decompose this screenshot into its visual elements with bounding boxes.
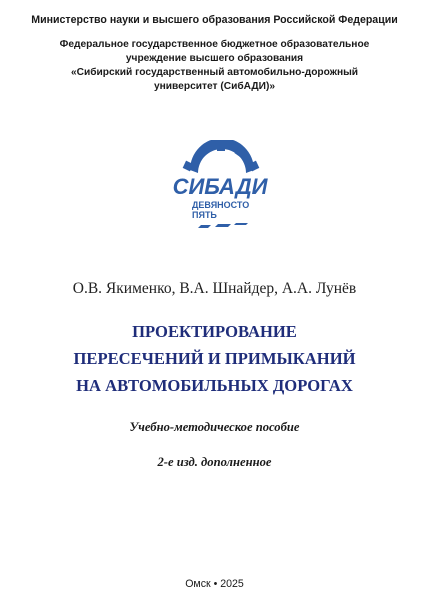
authors: О.В. Якименко, В.А. Шнайдер, А.А. Лунёв: [72, 280, 357, 297]
title-line: ПРОЕКТИРОВАНИЕ: [132, 322, 297, 341]
title-line: НА АВТОМОБИЛЬНЫХ ДОРОГАХ: [76, 376, 353, 395]
edition: 2-е изд. дополненное: [157, 455, 272, 469]
city-year: Омск • 2025: [185, 578, 244, 590]
logo-sub-text: ПЯТЬ: [192, 210, 217, 220]
sibadi-logo-icon: [168, 140, 272, 232]
title-line: ПЕРЕСЕЧЕНИЙ И ПРИМЫКАНИЙ: [73, 349, 356, 368]
institution-line: Федеральное государственное бюджетное образовательное: [59, 39, 370, 50]
logo-sub-text: ДЕВЯНОСТО: [192, 200, 250, 210]
logo-main-text: СИБАДИ: [172, 174, 268, 199]
institution-line: университет (СибАДИ)»: [153, 81, 276, 92]
institution-line: учреждение высшего образования: [125, 53, 304, 64]
gear-icon: [183, 140, 260, 173]
book-title: [0, 318, 429, 399]
book-subtitle: Учебно-методическое пособие: [129, 420, 300, 434]
institution-name: [0, 38, 429, 94]
road-stripes-icon: [198, 223, 248, 228]
institution-line: «Сибирский государственный автомобильно-дорожный: [70, 67, 359, 78]
ministry-name: Министерство науки и высшего образования Российской Федерации: [31, 14, 398, 26]
